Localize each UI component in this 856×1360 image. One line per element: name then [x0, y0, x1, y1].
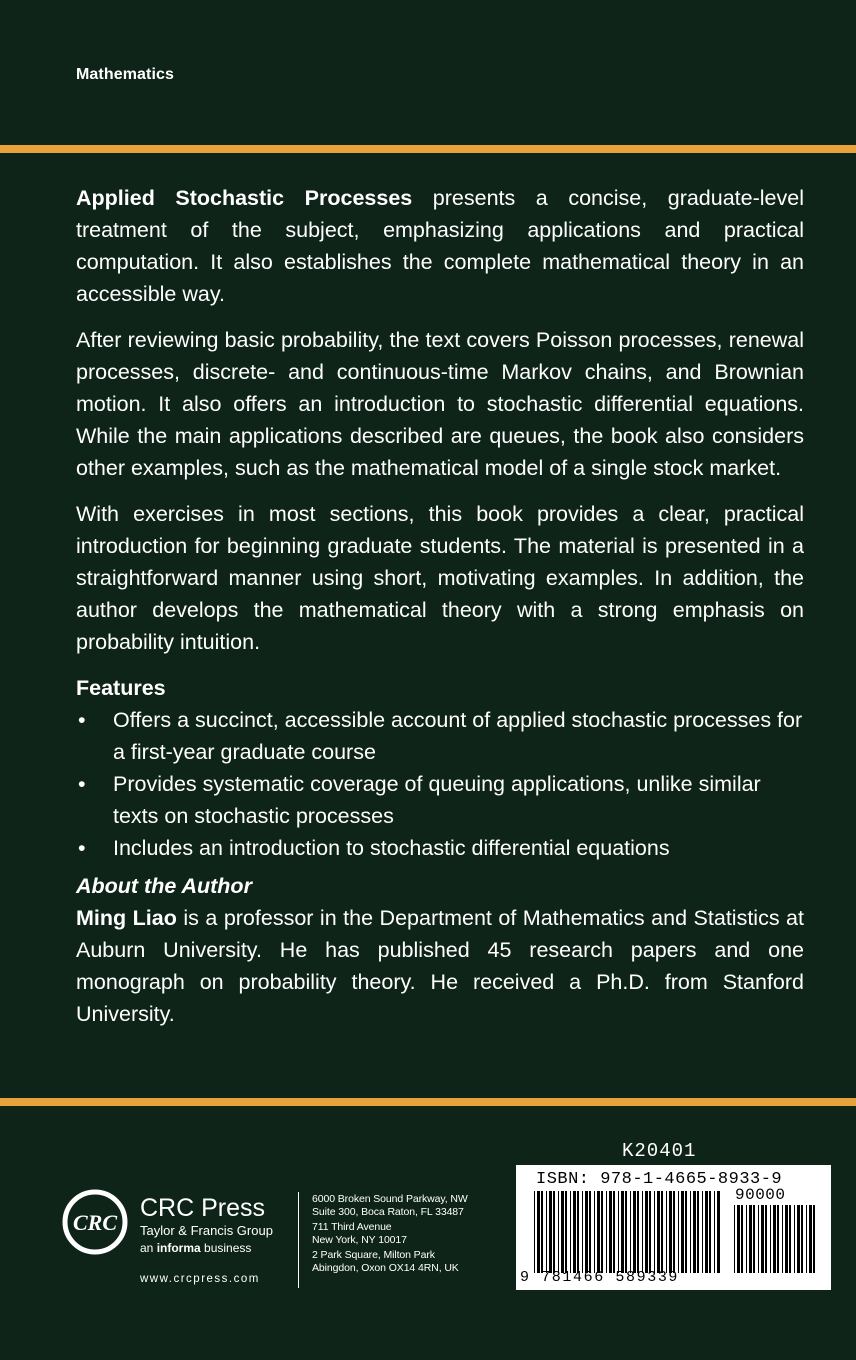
feature-item — [76, 768, 804, 832]
intro-text: presents a concise, graduate-level treatment of the subject, emphasizing applications and practical computation. It also establishes the complete mathematical theory in an accessible way. — [76, 186, 804, 306]
barcode-bar — [637, 1191, 639, 1273]
address-line: 711 Third Avenue — [312, 1221, 392, 1234]
about-author-heading: About the Author — [76, 874, 252, 898]
barcode-bar — [657, 1191, 660, 1273]
price-code: 90000 — [735, 1186, 786, 1204]
barcode-bar — [801, 1205, 803, 1273]
address-line: Abingdon, Oxon OX14 4RN, UK — [312, 1261, 459, 1274]
address-line: 2 Park Square, Milton Park — [312, 1249, 435, 1262]
barcode-bar — [753, 1205, 755, 1273]
barcode-bar — [549, 1191, 552, 1273]
barcode-bar — [585, 1191, 588, 1273]
barcode-bar — [589, 1191, 591, 1273]
category-label: Mathematics — [76, 66, 175, 83]
isbn-barcode — [516, 1165, 831, 1290]
barcode-bar — [765, 1205, 767, 1273]
barcode-bar — [794, 1205, 795, 1273]
barcode-bar — [558, 1191, 559, 1273]
bullet-icon: • — [78, 772, 86, 796]
product-code: K20401 — [622, 1140, 697, 1162]
barcode-bar — [669, 1191, 672, 1273]
barcode-bar — [773, 1205, 776, 1273]
barcode-bar — [633, 1191, 636, 1273]
barcode-bar — [709, 1191, 711, 1273]
barcode-bar — [673, 1191, 675, 1273]
author-name: Ming Liao — [76, 906, 177, 930]
barcode-bar — [625, 1191, 627, 1273]
publisher-group: Taylor & Francis Group — [140, 1223, 273, 1238]
barcode-bar — [681, 1191, 684, 1273]
publisher-name: CRC Press — [140, 1194, 266, 1222]
publisher-logo-block — [62, 1186, 302, 1296]
barcode-bar — [630, 1191, 631, 1273]
barcode-bar — [785, 1205, 788, 1273]
isbn-text: ISBN: 978-1-4665-8933-9 — [536, 1170, 783, 1189]
barcode-bar — [582, 1191, 583, 1273]
bullet-icon: • — [78, 836, 86, 860]
barcode-bar — [541, 1191, 543, 1273]
barcode-bar — [685, 1191, 687, 1273]
author-bio: is a professor in the Department of Mathematics and Statistics at Auburn University. He has published 45 research papers and one monograph on probability theory. He received a Ph.D. from Stanford University. — [76, 906, 804, 1026]
barcode-bar — [577, 1191, 579, 1273]
ean-digits: 9 781466 589339 — [520, 1269, 680, 1286]
barcode-bar — [705, 1191, 708, 1273]
barcode-bar — [749, 1205, 752, 1273]
feature-text: Offers a succinct, accessible account of applied stochastic processes for a first-year graduate course — [113, 708, 803, 764]
barcode-bar — [609, 1191, 612, 1273]
barcode-bar — [690, 1191, 691, 1273]
ean-barcode-icon — [534, 1191, 720, 1273]
barcode-bar — [613, 1191, 615, 1273]
barcode-bar — [693, 1191, 696, 1273]
crc-logo-text: CRC — [72, 1210, 118, 1235]
feature-item — [76, 704, 804, 768]
barcode-bar — [813, 1205, 815, 1273]
features-heading: Features — [76, 676, 166, 700]
back-cover-description — [76, 182, 804, 1030]
crc-logo-icon — [62, 1189, 128, 1255]
coverage-paragraph: After reviewing basic probability, the text covers Poisson processes, renewal processes, discrete- and continuous-time Markov chains, and Brownian motion. It also offers an introduction to stochastic differential equations. While the main applications described are queues, the book also considers other examples, such as the mathematical model of a single stock market. — [76, 328, 804, 480]
barcode-bar — [797, 1205, 800, 1273]
barcode-bar — [789, 1205, 791, 1273]
barcode-bar — [737, 1205, 740, 1273]
barcode-bar — [621, 1191, 624, 1273]
barcode-bar — [618, 1191, 619, 1273]
feature-text: Includes an introduction to stochastic differential equations — [113, 836, 670, 860]
barcode-bar — [782, 1205, 783, 1273]
barcode-bar — [561, 1191, 564, 1273]
barcode-bar — [594, 1191, 595, 1273]
intro-paragraph — [76, 182, 804, 310]
barcode-bar — [565, 1191, 567, 1273]
barcode-bar — [537, 1191, 540, 1273]
address-line: New York, NY 10017 — [312, 1233, 407, 1246]
top-orange-rule — [0, 145, 856, 153]
barcode-bar — [573, 1191, 576, 1273]
publisher-addresses — [312, 1193, 468, 1275]
barcode-bar — [654, 1191, 655, 1273]
barcode-bar — [697, 1191, 699, 1273]
barcode-bar — [649, 1191, 651, 1273]
barcode-bar — [534, 1191, 535, 1273]
feature-text: Provides systematic coverage of queuing applications, unlike similar texts on stochastic processes — [113, 772, 761, 828]
barcode-bar — [645, 1191, 648, 1273]
barcode-bar — [666, 1191, 667, 1273]
barcode-bar — [570, 1191, 571, 1273]
barcode-bar — [741, 1205, 743, 1273]
barcode-bar — [746, 1205, 747, 1273]
audience-paragraph: With exercises in most sections, this book provides a clear, practical introduction for beginning graduate students. The material is presented in a straightforward manner using short, motivating examples. In addition, the author develops the mathematical theory with a strong emphasis on probability intuition. — [76, 502, 804, 654]
barcode-bar — [809, 1205, 812, 1273]
barcode-bar — [597, 1191, 600, 1273]
barcode-bar — [714, 1191, 715, 1273]
barcode-bar — [661, 1191, 663, 1273]
barcode-bar — [642, 1191, 643, 1273]
bullet-icon: • — [78, 708, 86, 732]
barcode-bar — [717, 1191, 720, 1273]
informa-business: an informa business — [140, 1241, 252, 1255]
barcode-bar — [702, 1191, 703, 1273]
features-list — [76, 704, 804, 864]
barcode-bar — [546, 1191, 547, 1273]
book-title: Applied Stochastic Processes — [76, 186, 413, 210]
address-line: Suite 300, Boca Raton, FL 33487 — [312, 1205, 464, 1218]
barcode-bar — [758, 1205, 759, 1273]
barcode-bar — [777, 1205, 779, 1273]
publisher-divider — [298, 1192, 299, 1288]
barcode-bar — [553, 1191, 555, 1273]
price-barcode-icon — [734, 1205, 815, 1273]
barcode-bar — [761, 1205, 764, 1273]
feature-item — [76, 832, 804, 864]
barcode-bar — [770, 1205, 771, 1273]
barcode-bar — [806, 1205, 807, 1273]
barcode-bar — [734, 1205, 735, 1273]
barcode-bar — [606, 1191, 607, 1273]
address-line: 6000 Broken Sound Parkway, NW — [312, 1193, 468, 1205]
publisher-website: www.crcpress.com — [140, 1273, 260, 1285]
about-author-text — [76, 902, 804, 1030]
barcode-bar — [678, 1191, 679, 1273]
barcode-bar — [601, 1191, 603, 1273]
bottom-orange-rule — [0, 1098, 856, 1106]
